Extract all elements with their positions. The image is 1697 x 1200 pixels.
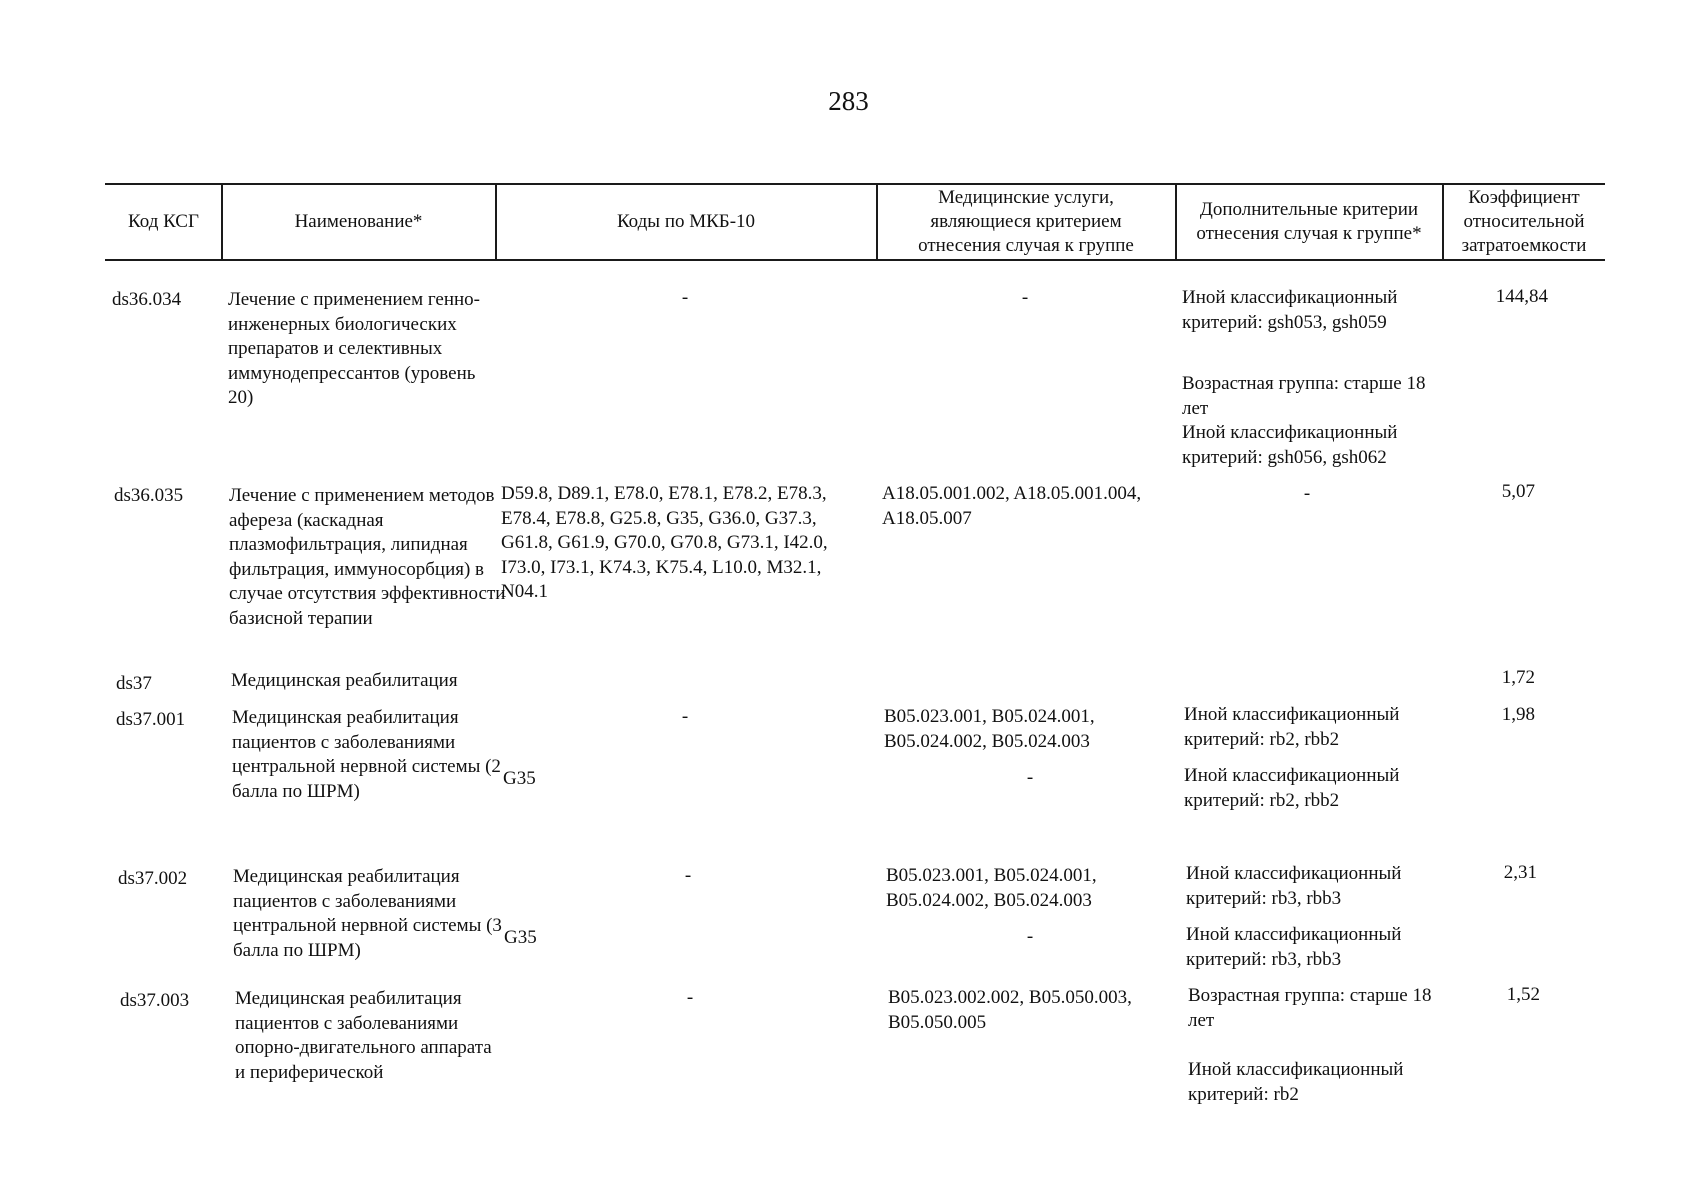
row-name: Лечение с применением методов афереза (каскадная плазмофильтрация, липидная фильтрация, иммуносорбция) в случае отсутствия эффективности базисной терапии [229, 485, 506, 629]
row-code: ds36.035 [114, 485, 184, 506]
header-criteria: Дополнительные критерии отнесения случая к группе* [1196, 199, 1422, 244]
row-criteria: Иной классификационный критерий: rb3, rbb3 [1186, 863, 1402, 909]
row-criteria: Иной классификационный критерий: gsh053, gsh059 [1182, 287, 1398, 333]
row-code: ds37.003 [120, 990, 190, 1011]
row-coef: 1,98 [1501, 704, 1535, 725]
row-icd: - [681, 287, 689, 308]
row-name: Медицинская реабилитация пациентов с заболеваниями центральной нервной системы (2 балла по ШРМ) [232, 707, 501, 802]
row-icd: D59.8, D89.1, E78.0, E78.1, E78.2, E78.3, E78.4, E78.8, G25.8, G35, G36.0, G37.3, G61.8, G61.9, G70.0, G70.8, G73.1, I42.0, I73.0, I73.1, K74.3, K75.4, L10.0, M32.1, N04.1 [501, 483, 828, 602]
row-coef: 1,72 [1501, 667, 1535, 688]
row-coef: 144,84 [1495, 286, 1548, 307]
row-criteria: Иной классификационный критерий: rb2, rbb2 [1184, 704, 1400, 750]
row-services: A18.05.001.002, A18.05.001.004, A18.05.007 [882, 483, 1142, 529]
header-icd: Коды по МКБ-10 [616, 211, 756, 232]
row-services: B05.023.001, B05.024.001, B05.024.002, B05.024.003 [884, 706, 1095, 752]
row-criteria: Иной классификационный критерий: rb2, rbb2 [1184, 765, 1400, 811]
header-name: Наименование* [294, 211, 423, 232]
row-name: Медицинская реабилитация пациентов с заболеваниями опорно-двигательного аппарата и периферической [235, 988, 492, 1083]
row-name: Медицинская реабилитация [231, 670, 458, 691]
row-coef: 2,31 [1503, 862, 1537, 883]
row-icd: - [684, 865, 692, 886]
row-code: ds37 [116, 673, 152, 694]
row-criteria: Возрастная группа: старше 18 лет [1182, 373, 1426, 419]
row-icd: - [681, 706, 689, 727]
row-criteria: - [1303, 483, 1311, 504]
row-criteria: Иной классификационный критерий: rb2 [1188, 1059, 1404, 1105]
row-criteria: Иной классификационный критерий: gsh056, gsh062 [1182, 422, 1398, 468]
row-services: B05.023.001, B05.024.001, B05.024.002, B05.024.003 [886, 865, 1097, 911]
row-name: Лечение с применением генно-инженерных биологических препаратов и селективных иммунодепрессантов (уровень 20) [228, 289, 480, 408]
row-criteria: Иной классификационный критерий: rb3, rbb3 [1186, 924, 1402, 970]
row-icd: G35 [503, 768, 536, 789]
row-services: - [1026, 767, 1034, 788]
row-icd: - [686, 987, 694, 1008]
row-code: ds37.002 [118, 868, 188, 889]
row-name: Медицинская реабилитация пациентов с заболеваниями центральной нервной системы (3 балла по ШРМ) [233, 866, 502, 961]
row-code: ds36.034 [112, 289, 182, 310]
row-services: B05.023.002.002, B05.050.003, B05.050.005 [888, 987, 1132, 1033]
page-number: 283 [828, 86, 869, 116]
header-coef: Коэффициент относительной затратоемкости [1461, 187, 1587, 256]
row-services: - [1021, 287, 1029, 308]
row-coef: 5,07 [1501, 481, 1535, 502]
row-criteria: Возрастная группа: старше 18 лет [1188, 985, 1432, 1031]
header-services: Медицинские услуги, являющиеся критерием отнесения случая к группе [918, 187, 1134, 256]
header-code: Код КСГ [128, 211, 199, 232]
row-code: ds37.001 [116, 709, 186, 730]
row-coef: 1,52 [1506, 984, 1540, 1005]
row-icd: G35 [504, 927, 537, 948]
row-services: - [1026, 926, 1034, 947]
